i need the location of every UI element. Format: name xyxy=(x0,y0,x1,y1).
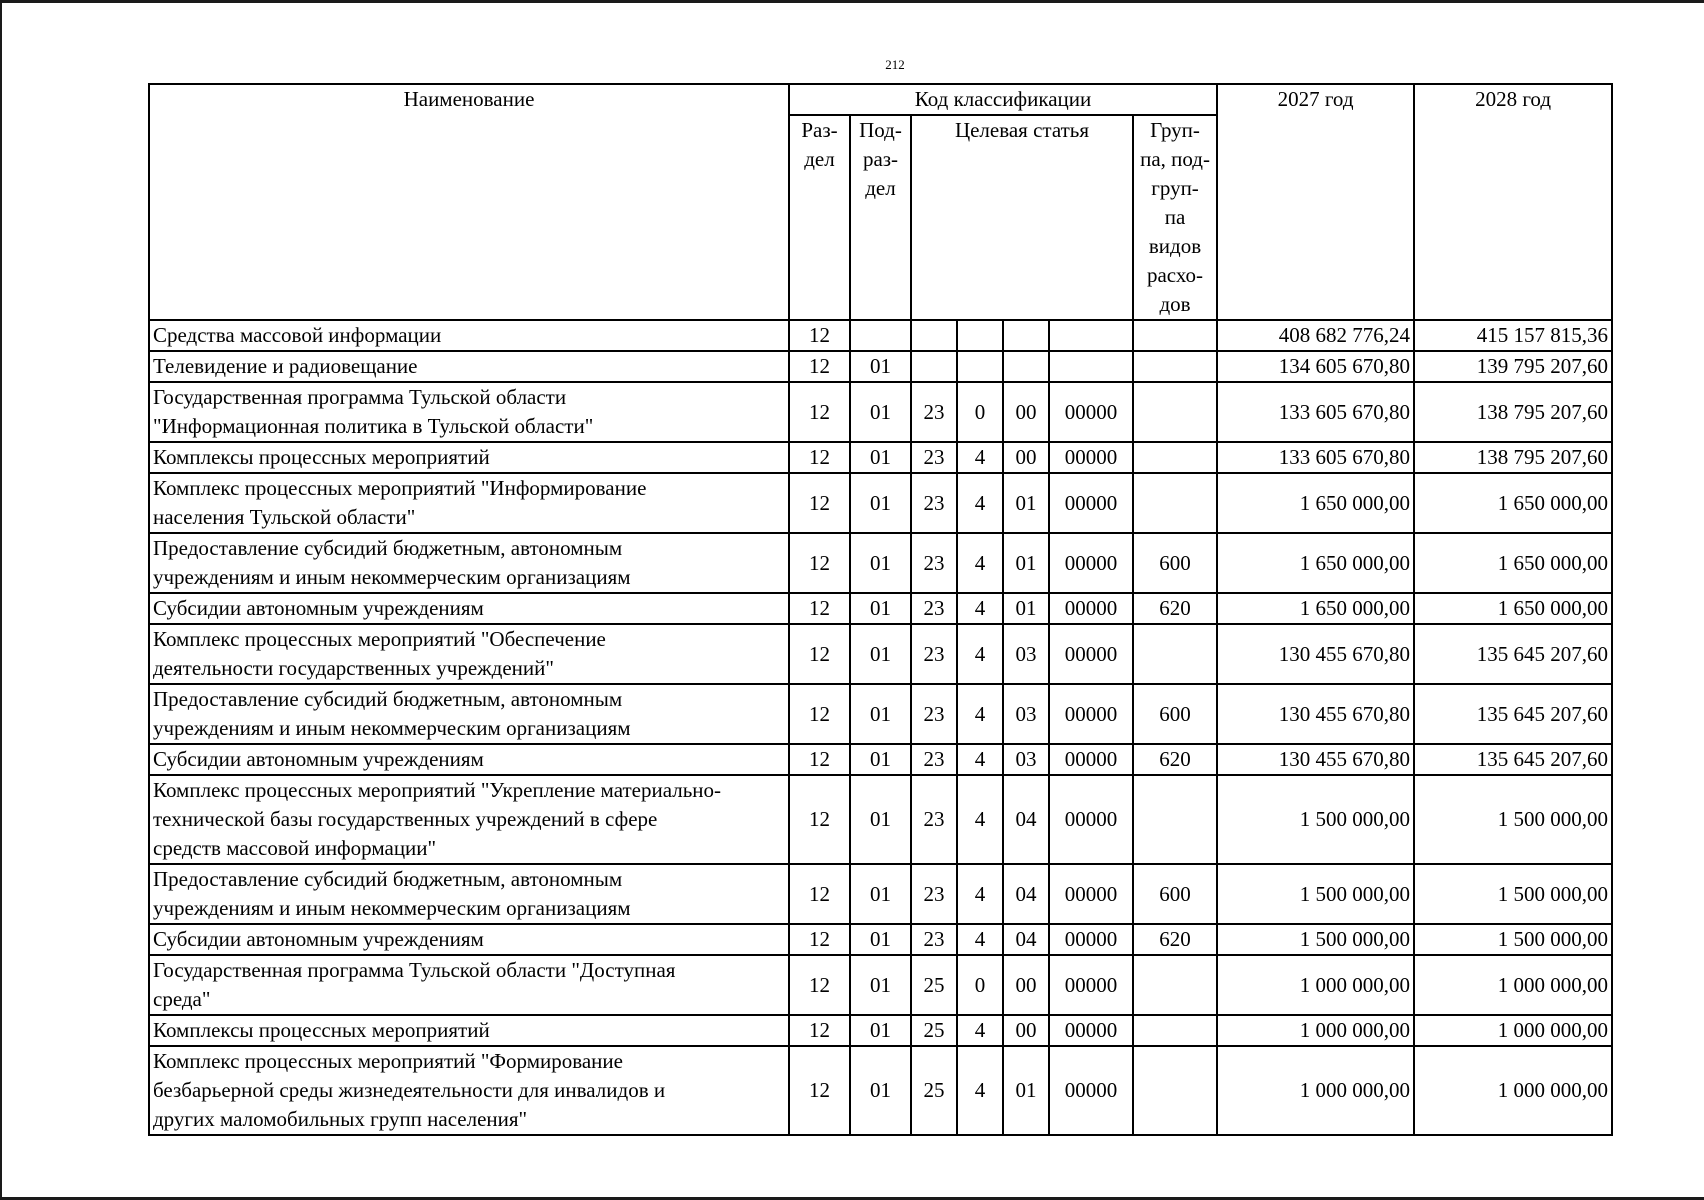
row-name-line: технической базы государственных учреждений в сфере xyxy=(153,807,658,831)
expense-group-cell xyxy=(1133,955,1217,1015)
target-article-type-cell: 4 xyxy=(957,924,1003,955)
amount-2027-cell: 1 500 000,00 xyxy=(1217,775,1414,864)
target-article-program-cell: 23 xyxy=(911,775,957,864)
amount-2028-cell: 1 000 000,00 xyxy=(1414,955,1612,1015)
amount-2027-cell: 1 000 000,00 xyxy=(1217,1046,1414,1135)
header-group-line: па xyxy=(1164,205,1186,229)
expense-group-cell xyxy=(1133,1046,1217,1135)
row-name-line: Субсидии автономным учреждениям xyxy=(153,596,484,620)
podrazdel-cell xyxy=(850,320,911,351)
amount-2027-cell: 130 455 670,80 xyxy=(1217,684,1414,744)
header-group-line: па, под- xyxy=(1140,147,1210,171)
target-article-program-cell: 23 xyxy=(911,744,957,775)
expense-group-cell xyxy=(1133,473,1217,533)
podrazdel-cell: 01 xyxy=(850,593,911,624)
expense-group-cell xyxy=(1133,320,1217,351)
podrazdel-cell: 01 xyxy=(850,864,911,924)
razdel-cell: 12 xyxy=(789,442,850,473)
budget-table xyxy=(148,83,1613,1136)
target-article-type-cell xyxy=(957,320,1003,351)
row-name-cell xyxy=(149,442,789,473)
row-name-line: деятельности государственных учреждений" xyxy=(153,656,554,680)
amount-2027-cell: 133 605 670,80 xyxy=(1217,442,1414,473)
podrazdel-cell: 01 xyxy=(850,533,911,593)
row-name-line: "Информационная политика в Тульской области" xyxy=(153,414,594,438)
amount-2028-cell: 135 645 207,60 xyxy=(1414,684,1612,744)
header-podrazdel xyxy=(850,115,911,320)
row-name-line: Предоставление субсидий бюджетным, автономным xyxy=(153,687,623,711)
row-name-cell xyxy=(149,775,789,864)
podrazdel-cell: 01 xyxy=(850,624,911,684)
row-name-line: других маломобильных групп населения" xyxy=(153,1107,528,1131)
target-article-program-cell xyxy=(911,351,957,382)
row-name-line: учреждениям и иным некоммерческим организациям xyxy=(153,565,631,589)
amount-2028-cell: 1 500 000,00 xyxy=(1414,924,1612,955)
row-name-cell xyxy=(149,533,789,593)
row-name-line: Комплекс процессных мероприятий "Формирование xyxy=(153,1049,623,1073)
razdel-cell: 12 xyxy=(789,593,850,624)
podrazdel-cell: 01 xyxy=(850,955,911,1015)
header-classification-code: Код классификации xyxy=(789,84,1217,115)
target-article-element-cell: 04 xyxy=(1003,924,1049,955)
podrazdel-cell: 01 xyxy=(850,744,911,775)
target-article-direction-cell: 00000 xyxy=(1049,684,1133,744)
target-article-type-cell: 4 xyxy=(957,775,1003,864)
expense-group-cell xyxy=(1133,1015,1217,1046)
amount-2028-cell: 1 650 000,00 xyxy=(1414,473,1612,533)
row-name-cell xyxy=(149,924,789,955)
amount-2027-cell: 408 682 776,24 xyxy=(1217,320,1414,351)
header-expense-group xyxy=(1133,115,1217,320)
podrazdel-cell: 01 xyxy=(850,924,911,955)
expense-group-cell: 620 xyxy=(1133,593,1217,624)
row-name-line: среда" xyxy=(153,987,211,1011)
target-article-program-cell: 23 xyxy=(911,924,957,955)
header-group-line: видов xyxy=(1148,234,1202,258)
podrazdel-cell: 01 xyxy=(850,1046,911,1135)
podrazdel-cell: 01 xyxy=(850,351,911,382)
table-row xyxy=(149,924,1612,955)
header-razdel-line: Раз- xyxy=(801,118,838,142)
target-article-direction-cell: 00000 xyxy=(1049,955,1133,1015)
expense-group-cell: 600 xyxy=(1133,533,1217,593)
header-target-article-label: Целевая статья xyxy=(954,118,1090,142)
header-row-1 xyxy=(149,84,1612,115)
row-name-cell xyxy=(149,624,789,684)
podrazdel-cell: 01 xyxy=(850,1015,911,1046)
target-article-type-cell: 4 xyxy=(957,624,1003,684)
target-article-direction-cell: 00000 xyxy=(1049,744,1133,775)
amount-2027-cell: 1 500 000,00 xyxy=(1217,864,1414,924)
target-article-direction-cell: 00000 xyxy=(1049,1015,1133,1046)
target-article-element-cell: 03 xyxy=(1003,744,1049,775)
row-name-line: Предоставление субсидий бюджетным, автономным xyxy=(153,867,623,891)
table-row xyxy=(149,442,1612,473)
amount-2028-cell: 1 500 000,00 xyxy=(1414,775,1612,864)
amount-2028-cell: 1 500 000,00 xyxy=(1414,864,1612,924)
header-year-2027: 2027 год xyxy=(1217,84,1414,320)
row-name-line: Государственная программа Тульской области xyxy=(153,385,567,409)
razdel-cell: 12 xyxy=(789,744,850,775)
table-row xyxy=(149,593,1612,624)
table-body xyxy=(149,320,1612,1135)
expense-group-cell xyxy=(1133,624,1217,684)
target-article-element-cell: 04 xyxy=(1003,775,1049,864)
target-article-program-cell: 23 xyxy=(911,382,957,442)
amount-2028-cell: 1 000 000,00 xyxy=(1414,1015,1612,1046)
table-row xyxy=(149,684,1612,744)
row-name-cell xyxy=(149,351,789,382)
target-article-direction-cell: 00000 xyxy=(1049,473,1133,533)
razdel-cell: 12 xyxy=(789,533,850,593)
header-year-2028: 2028 год xyxy=(1414,84,1612,320)
table-row xyxy=(149,473,1612,533)
target-article-direction-cell: 00000 xyxy=(1049,593,1133,624)
row-name-line: Комплекс процессных мероприятий "Обеспечение xyxy=(153,627,606,651)
amount-2027-cell: 1 000 000,00 xyxy=(1217,955,1414,1015)
row-name-line: Комплексы процессных мероприятий xyxy=(153,1018,490,1042)
target-article-element-cell: 00 xyxy=(1003,382,1049,442)
row-name-cell xyxy=(149,1046,789,1135)
amount-2027-cell: 1 650 000,00 xyxy=(1217,473,1414,533)
target-article-type-cell xyxy=(957,351,1003,382)
amount-2028-cell: 135 645 207,60 xyxy=(1414,744,1612,775)
row-name-cell xyxy=(149,744,789,775)
amount-2028-cell: 415 157 815,36 xyxy=(1414,320,1612,351)
razdel-cell: 12 xyxy=(789,473,850,533)
expense-group-cell xyxy=(1133,775,1217,864)
header-podrazdel-line: дел xyxy=(865,176,896,200)
header-group-line: расхо- xyxy=(1146,263,1204,287)
expense-group-cell: 620 xyxy=(1133,744,1217,775)
podrazdel-cell: 01 xyxy=(850,473,911,533)
table-row xyxy=(149,955,1612,1015)
row-name-cell xyxy=(149,1015,789,1046)
razdel-cell: 12 xyxy=(789,624,850,684)
razdel-cell: 12 xyxy=(789,924,850,955)
row-name-line: Комплексы процессных мероприятий xyxy=(153,445,490,469)
target-article-element-cell: 01 xyxy=(1003,473,1049,533)
table-row xyxy=(149,351,1612,382)
target-article-element-cell: 00 xyxy=(1003,1015,1049,1046)
header-razdel xyxy=(789,115,850,320)
row-name-line: учреждениям и иным некоммерческим организациям xyxy=(153,716,631,740)
amount-2027-cell: 1 000 000,00 xyxy=(1217,1015,1414,1046)
row-name-cell xyxy=(149,593,789,624)
target-article-direction-cell: 00000 xyxy=(1049,624,1133,684)
target-article-element-cell: 01 xyxy=(1003,593,1049,624)
target-article-type-cell: 4 xyxy=(957,533,1003,593)
target-article-type-cell: 4 xyxy=(957,473,1003,533)
target-article-program-cell xyxy=(911,320,957,351)
amount-2028-cell: 139 795 207,60 xyxy=(1414,351,1612,382)
razdel-cell: 12 xyxy=(789,1046,850,1135)
amount-2028-cell: 135 645 207,60 xyxy=(1414,624,1612,684)
target-article-direction-cell xyxy=(1049,351,1133,382)
header-podrazdel-line: Под- xyxy=(859,118,902,142)
razdel-cell: 12 xyxy=(789,351,850,382)
target-article-element-cell: 01 xyxy=(1003,1046,1049,1135)
target-article-program-cell: 25 xyxy=(911,955,957,1015)
table-row xyxy=(149,320,1612,351)
expense-group-cell xyxy=(1133,351,1217,382)
target-article-type-cell: 4 xyxy=(957,1015,1003,1046)
header-name: Наименование xyxy=(149,84,789,320)
target-article-element-cell xyxy=(1003,351,1049,382)
header-target-article xyxy=(911,115,1133,320)
header-group-line: груп- xyxy=(1151,176,1199,200)
amount-2027-cell: 1 500 000,00 xyxy=(1217,924,1414,955)
target-article-type-cell: 4 xyxy=(957,864,1003,924)
row-name-line: безбарьерной среды жизнедеятельности для инвалидов и xyxy=(153,1078,666,1102)
target-article-program-cell: 23 xyxy=(911,473,957,533)
table-row xyxy=(149,864,1612,924)
expense-group-cell xyxy=(1133,382,1217,442)
row-name-line: Комплекс процессных мероприятий "Информирование xyxy=(153,476,647,500)
target-article-program-cell: 23 xyxy=(911,442,957,473)
podrazdel-cell: 01 xyxy=(850,684,911,744)
row-name-cell xyxy=(149,864,789,924)
razdel-cell: 12 xyxy=(789,382,850,442)
amount-2027-cell: 1 650 000,00 xyxy=(1217,533,1414,593)
row-name-cell xyxy=(149,955,789,1015)
target-article-type-cell: 0 xyxy=(957,382,1003,442)
target-article-element-cell: 00 xyxy=(1003,442,1049,473)
table-header xyxy=(149,84,1612,320)
row-name-cell xyxy=(149,320,789,351)
row-name-cell xyxy=(149,684,789,744)
target-article-program-cell: 23 xyxy=(911,624,957,684)
target-article-direction-cell: 00000 xyxy=(1049,864,1133,924)
table-row xyxy=(149,744,1612,775)
amount-2027-cell: 130 455 670,80 xyxy=(1217,744,1414,775)
podrazdel-cell: 01 xyxy=(850,442,911,473)
target-article-element-cell: 03 xyxy=(1003,624,1049,684)
table-row xyxy=(149,533,1612,593)
target-article-type-cell: 4 xyxy=(957,442,1003,473)
razdel-cell: 12 xyxy=(789,775,850,864)
target-article-direction-cell: 00000 xyxy=(1049,1046,1133,1135)
target-article-type-cell: 4 xyxy=(957,593,1003,624)
row-name-cell xyxy=(149,473,789,533)
row-name-line: Средства массовой информации xyxy=(153,323,442,347)
table-row xyxy=(149,624,1612,684)
page-number: 212 xyxy=(885,57,905,72)
amount-2028-cell: 138 795 207,60 xyxy=(1414,382,1612,442)
target-article-type-cell: 0 xyxy=(957,955,1003,1015)
target-article-program-cell: 23 xyxy=(911,533,957,593)
razdel-cell: 12 xyxy=(789,684,850,744)
table-row xyxy=(149,1046,1612,1135)
amount-2027-cell: 1 650 000,00 xyxy=(1217,593,1414,624)
target-article-direction-cell: 00000 xyxy=(1049,775,1133,864)
target-article-element-cell: 03 xyxy=(1003,684,1049,744)
target-article-element-cell: 04 xyxy=(1003,864,1049,924)
row-name-line: Комплекс процессных мероприятий "Укрепление материально- xyxy=(153,778,722,802)
row-name-line: Субсидии автономным учреждениям xyxy=(153,747,484,771)
amount-2027-cell: 134 605 670,80 xyxy=(1217,351,1414,382)
amount-2028-cell: 138 795 207,60 xyxy=(1414,442,1612,473)
row-name-line: населения Тульской области" xyxy=(153,505,416,529)
header-group-line: Груп- xyxy=(1150,118,1200,142)
target-article-program-cell: 25 xyxy=(911,1015,957,1046)
target-article-program-cell: 23 xyxy=(911,684,957,744)
razdel-cell: 12 xyxy=(789,864,850,924)
target-article-element-cell: 00 xyxy=(1003,955,1049,1015)
amount-2028-cell: 1 000 000,00 xyxy=(1414,1046,1612,1135)
razdel-cell: 12 xyxy=(789,320,850,351)
target-article-direction-cell xyxy=(1049,320,1133,351)
target-article-type-cell: 4 xyxy=(957,684,1003,744)
target-article-direction-cell: 00000 xyxy=(1049,442,1133,473)
table-row xyxy=(149,775,1612,864)
expense-group-cell xyxy=(1133,442,1217,473)
header-group-line: дов xyxy=(1159,292,1191,316)
amount-2028-cell: 1 650 000,00 xyxy=(1414,533,1612,593)
target-article-direction-cell: 00000 xyxy=(1049,382,1133,442)
row-name-line: Государственная программа Тульской области "Доступная xyxy=(153,958,676,982)
row-name-line: Субсидии автономным учреждениям xyxy=(153,927,484,951)
target-article-element-cell: 01 xyxy=(1003,533,1049,593)
razdel-cell: 12 xyxy=(789,1015,850,1046)
row-name-line: Телевидение и радиовещание xyxy=(153,354,418,378)
podrazdel-cell: 01 xyxy=(850,775,911,864)
table-row xyxy=(149,382,1612,442)
amount-2028-cell: 1 650 000,00 xyxy=(1414,593,1612,624)
podrazdel-cell: 01 xyxy=(850,382,911,442)
target-article-program-cell: 23 xyxy=(911,593,957,624)
table-row xyxy=(149,1015,1612,1046)
row-name-line: Предоставление субсидий бюджетным, автономным xyxy=(153,536,623,560)
target-article-direction-cell: 00000 xyxy=(1049,533,1133,593)
amount-2027-cell: 133 605 670,80 xyxy=(1217,382,1414,442)
target-article-type-cell: 4 xyxy=(957,744,1003,775)
row-name-cell xyxy=(149,382,789,442)
header-podrazdel-line: раз- xyxy=(862,147,899,171)
target-article-program-cell: 25 xyxy=(911,1046,957,1135)
header-razdel-line: дел xyxy=(804,147,835,171)
target-article-element-cell xyxy=(1003,320,1049,351)
expense-group-cell: 600 xyxy=(1133,684,1217,744)
row-name-line: средств массовой информации" xyxy=(153,836,437,860)
target-article-type-cell: 4 xyxy=(957,1046,1003,1135)
target-article-direction-cell: 00000 xyxy=(1049,924,1133,955)
expense-group-cell: 620 xyxy=(1133,924,1217,955)
amount-2027-cell: 130 455 670,80 xyxy=(1217,624,1414,684)
row-name-line: учреждениям и иным некоммерческим организациям xyxy=(153,896,631,920)
razdel-cell: 12 xyxy=(789,955,850,1015)
target-article-program-cell: 23 xyxy=(911,864,957,924)
expense-group-cell: 600 xyxy=(1133,864,1217,924)
